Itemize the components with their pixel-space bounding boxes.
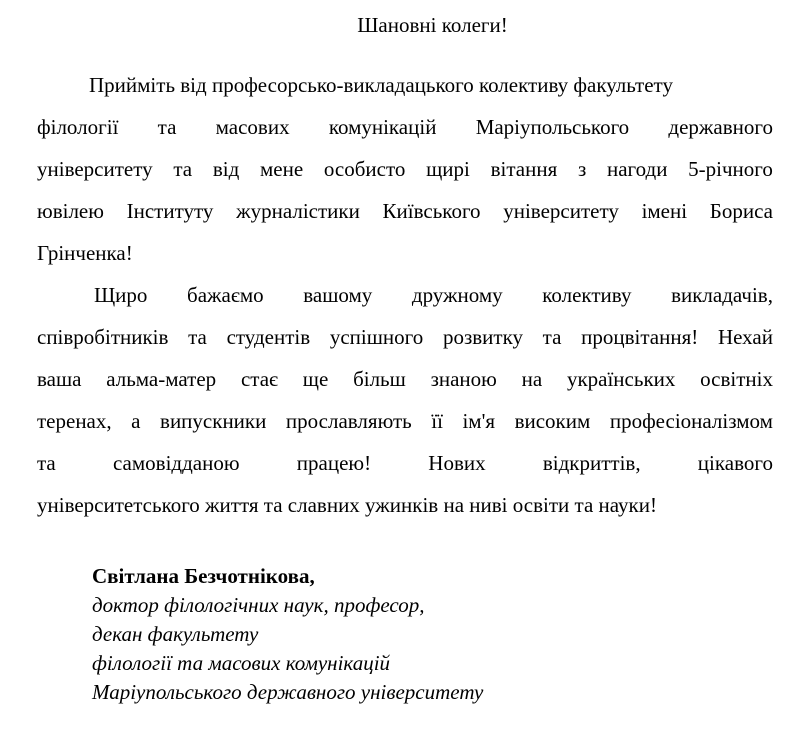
word: щирі — [426, 157, 470, 181]
word: масових — [215, 115, 290, 139]
signatory-position: декан факультету — [92, 622, 259, 646]
word: імені — [641, 199, 688, 223]
word: нагоди — [606, 157, 668, 181]
signatory-name: Світлана Безчотнікова, — [92, 564, 315, 588]
word: Щиро — [94, 283, 148, 307]
word: високим — [514, 409, 591, 433]
word: знаною — [430, 367, 497, 391]
word: особисто — [323, 157, 406, 181]
word: та — [542, 325, 562, 349]
word: працею! — [296, 451, 372, 475]
word: та — [157, 115, 177, 139]
word: бажаємо — [187, 283, 264, 307]
word: вітання — [490, 157, 558, 181]
word: ім'я — [462, 409, 496, 433]
word: вашому — [303, 283, 373, 307]
word: ваша — [37, 367, 82, 391]
word: ще — [302, 367, 329, 391]
word: більш — [353, 367, 406, 391]
word: та — [37, 451, 56, 475]
word: від — [212, 157, 240, 181]
word: журналістики — [236, 199, 360, 223]
word: процвітання! — [581, 325, 699, 349]
word: мене — [260, 157, 304, 181]
word: дружному — [411, 283, 503, 307]
paragraph1-line-2 — [37, 106, 773, 148]
paragraph1-line-5: Грінченка! — [37, 241, 133, 265]
word: колективу — [542, 283, 632, 307]
word: випускники — [160, 409, 267, 433]
word: комунікацій — [328, 115, 437, 139]
word: українських — [566, 367, 676, 391]
signature-block — [92, 562, 483, 707]
word: цікавого — [697, 451, 773, 475]
word: ювілею — [37, 199, 104, 223]
word: Бориса — [709, 199, 773, 223]
word: самовідданою — [112, 451, 240, 475]
word: Київського — [382, 199, 481, 223]
word: Маріупольського — [475, 115, 630, 139]
paragraph2-line-6: університетського життя та славних ужинків на ниві освіти та науки! — [37, 493, 657, 517]
paragraph-congratulations — [37, 64, 773, 274]
word: освітніх — [700, 367, 773, 391]
word: розвитку — [442, 325, 523, 349]
word: університету — [37, 157, 153, 181]
word: її — [431, 409, 443, 433]
paragraph2-line-1 — [37, 274, 773, 316]
paragraph2-line-3 — [37, 358, 773, 400]
word: Інституту — [126, 199, 214, 223]
paragraph-wishes — [37, 274, 773, 526]
word: студентів — [226, 325, 311, 349]
signatory-faculty: філології та масових комунікацій — [92, 651, 391, 675]
word: успішного — [329, 325, 424, 349]
word: відкриттів, — [542, 451, 641, 475]
word: теренах, — [37, 409, 112, 433]
word: 5-річного — [688, 157, 773, 181]
paragraph1-line-4 — [37, 190, 773, 232]
signatory-university: Маріупольського державного університету — [92, 680, 484, 704]
word: професіоналізмом — [609, 409, 773, 433]
word: на — [521, 367, 543, 391]
word: державного — [668, 115, 773, 139]
word: стає — [240, 367, 279, 391]
word: Нехай — [717, 325, 773, 349]
word: альма-матер — [106, 367, 217, 391]
word: викладачів, — [671, 283, 773, 307]
word: університету — [503, 199, 619, 223]
greeting-title: Шановні колеги! — [357, 13, 508, 37]
word: та — [173, 157, 193, 181]
word: з — [577, 157, 587, 181]
word: співробітників — [37, 325, 169, 349]
word: а — [131, 409, 141, 433]
paragraph2-line-5 — [37, 442, 773, 484]
word: прославляють — [285, 409, 412, 433]
paragraph1-line-1: Прийміть від професорсько-викладацького колективу факультету — [89, 73, 673, 97]
paragraph2-line-2 — [37, 316, 773, 358]
signatory-degree: доктор філологічних наук, професор, — [92, 593, 425, 617]
word: та — [188, 325, 207, 349]
word: філології — [37, 115, 119, 139]
paragraph1-line-3 — [37, 148, 773, 190]
word: Нових — [428, 451, 486, 475]
paragraph2-line-4 — [37, 400, 773, 442]
